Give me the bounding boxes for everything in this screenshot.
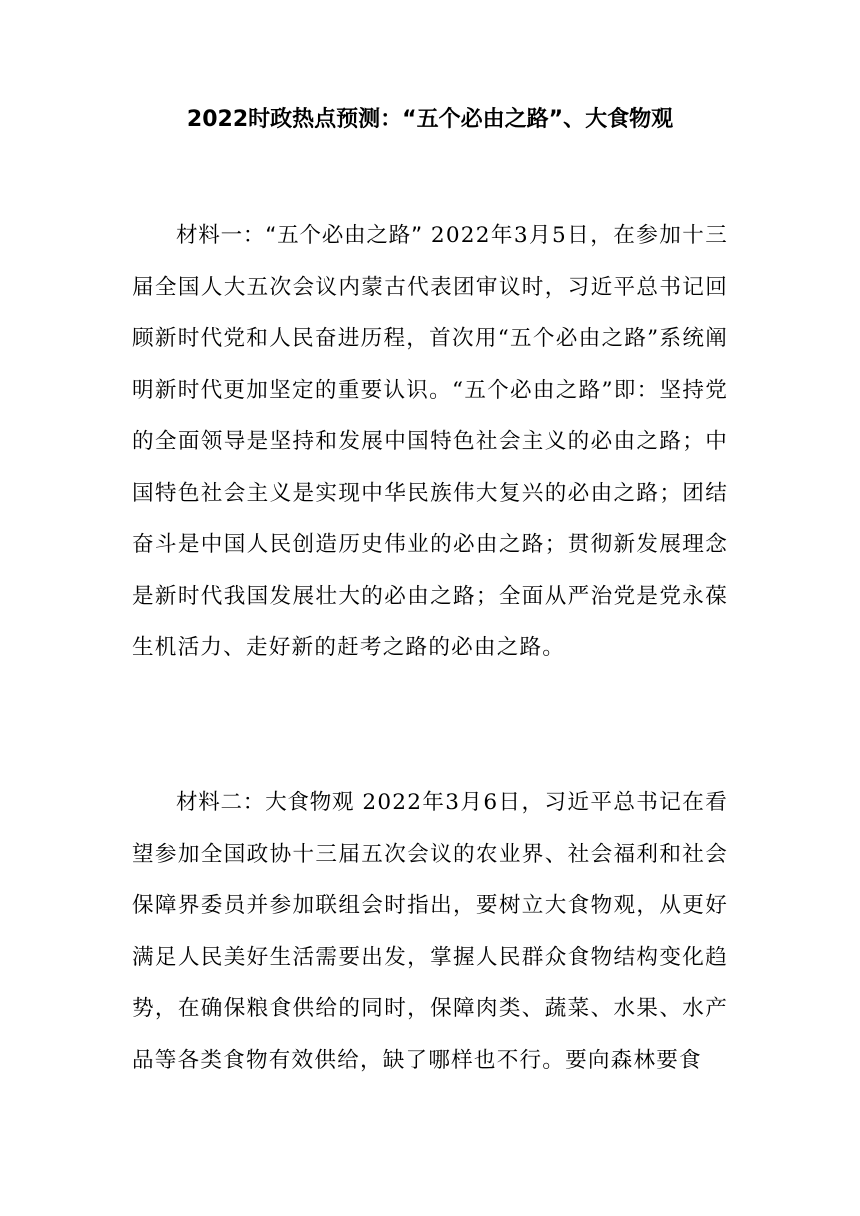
material-one-heading: 材料一：“五个必由之路” bbox=[176, 223, 423, 248]
paragraph-material-two bbox=[132, 777, 728, 1086]
document-title: 2022时政热点预测：“五个必由之路”、大食物观 bbox=[186, 107, 674, 132]
material-two-text: 2022年3月6日，习近平总书记在看望参加全国政协十三届五次会议的农业界、社会福利和社会保障界委员并参加联组会时指出，要树立大食物观，从更好满足人民美好生活需要出发，掌握人民群众食物结构变化趋势，在确保粮食供给的同时，保障肉类、蔬菜、水果、水产品等各类食物有效供给，缺了哪样也不行。要向森林要食 bbox=[132, 790, 728, 1073]
material-one-text: 2022年3月5日，在参加十三届全国人大五次会议内蒙古代表团审议时，习近平总书记回顾新时代党和人民奋进历程，首次用“五个必由之路”系统阐明新时代更加坚定的重要认识。“五个必由之路”即：坚持党的全面领导是坚持和发展中国特色社会主义的必由之路；中国特色社会主义是实现中华民族伟大复兴的必由之路；团结奋斗是中国人民创造历史伟业的必由之路；贯彻新发展理念是新时代我国发展壮大的必由之路；全面从严治党是党永葆生机活力、走好新的赶考之路的必由之路。 bbox=[132, 223, 729, 660]
material-two-heading: 材料二：大食物观 bbox=[176, 790, 355, 815]
paragraph-material-one bbox=[132, 210, 728, 674]
